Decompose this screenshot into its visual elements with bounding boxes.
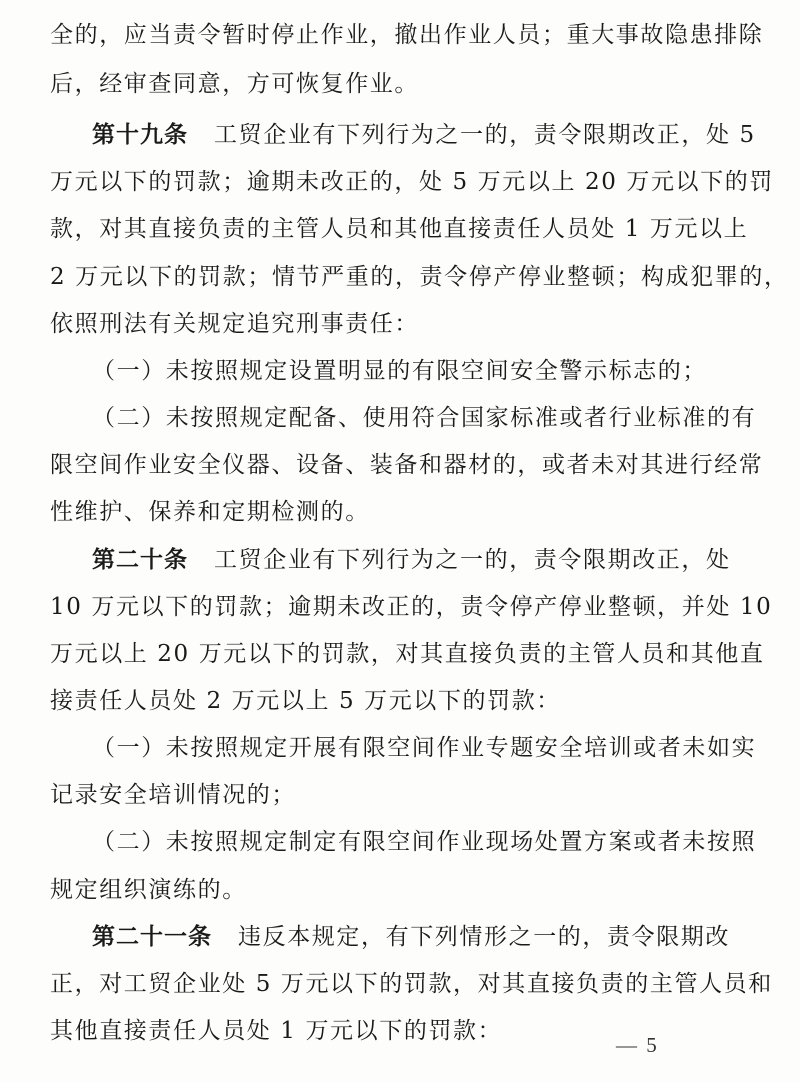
list-item <box>92 825 792 859</box>
text-line-2: 工贸企业有下列行为之一的，责令限期改正，处 5 <box>214 122 756 148</box>
body-text-line <box>50 637 765 671</box>
text-line-18: 规定组织演练的。 <box>50 877 247 903</box>
text-line-14: 接责任人员处 2 万元以上 5 万元以下的罚款： <box>50 688 561 714</box>
article-number-21: 第二十一条 <box>92 924 212 950</box>
body-text-line <box>50 967 773 1001</box>
list-item <box>92 731 792 765</box>
article-20-paragraph-start <box>92 543 792 577</box>
page-number: — 5 <box>616 1033 659 1057</box>
text-line-8: （二）未按照规定配备、使用符合国家标准或者行业标准的有 <box>92 405 757 431</box>
text-line-7: （一）未按照规定设置明显的有限空间安全警示标志的； <box>92 358 707 384</box>
text-line-0: 全的，应当责令暂时停止作业，撤出作业人员；重大事故隐患排除 <box>50 22 764 48</box>
text-line-4: 款，对其直接负责的主管人员和其他直接责任人员处 1 万元以上 <box>50 216 749 242</box>
article-21-paragraph-start <box>92 920 792 954</box>
article-19-paragraph-start <box>92 118 792 152</box>
body-text-line <box>50 260 789 294</box>
text-line-10: 性维护、保养和定期检测的。 <box>50 499 370 525</box>
body-text-line <box>50 873 750 907</box>
list-item <box>92 401 792 435</box>
text-line-9: 限空间作业安全仪器、设备、装备和器材的，或者未对其进行经常 <box>50 452 764 478</box>
body-text-line <box>50 590 773 624</box>
text-line-6: 依照刑法有关规定追究刑事责任： <box>50 311 419 337</box>
text-line-20: 正，对工贸企业处 5 万元以下的罚款，对其直接负责的主管人员和 <box>50 971 773 997</box>
text-line-11: 工贸企业有下列行为之一的，责令限期改正，处 <box>214 547 731 573</box>
text-line-5: 2 万元以下的罚款；情节严重的，责令停产停业整顿；构成犯罪的， <box>50 264 789 290</box>
text-line-16: 记录安全培训情况的； <box>50 782 296 808</box>
body-text-line <box>50 67 750 101</box>
article-number-20: 第二十条 <box>92 547 188 573</box>
text-line-19: 违反本规定，有下列情形之一的，责令限期改 <box>238 924 730 950</box>
list-item <box>92 354 792 388</box>
text-line-1: 后，经审查同意，方可恢复作业。 <box>50 71 419 97</box>
body-text-line <box>50 684 750 718</box>
body-text-line <box>50 165 774 199</box>
text-line-15: （一）未按照规定开展有限空间作业专题安全培训或者未如实 <box>92 735 757 761</box>
text-line-12: 10 万元以下的罚款；逾期未改正的，责令停产停业整顿，并处 10 <box>50 594 773 620</box>
text-line-21: 其他直接责任人员处 1 万元以下的罚款： <box>50 1018 503 1044</box>
text-line-17: （二）未按照规定制定有限空间作业现场处置方案或者未按照 <box>92 829 757 855</box>
text-line-13: 万元以上 20 万元以下的罚款，对其直接负责的主管人员和其他直 <box>50 641 765 667</box>
body-text-line <box>50 495 750 529</box>
body-text-line <box>50 448 764 482</box>
body-text-line <box>50 212 750 246</box>
body-text-line <box>50 307 750 341</box>
body-text-line <box>50 778 750 812</box>
article-number-19: 第十九条 <box>92 122 188 148</box>
body-text-line <box>50 18 764 52</box>
text-line-3: 万元以下的罚款；逾期未改正的，处 5 万元以上 20 万元以下的罚 <box>50 169 774 195</box>
